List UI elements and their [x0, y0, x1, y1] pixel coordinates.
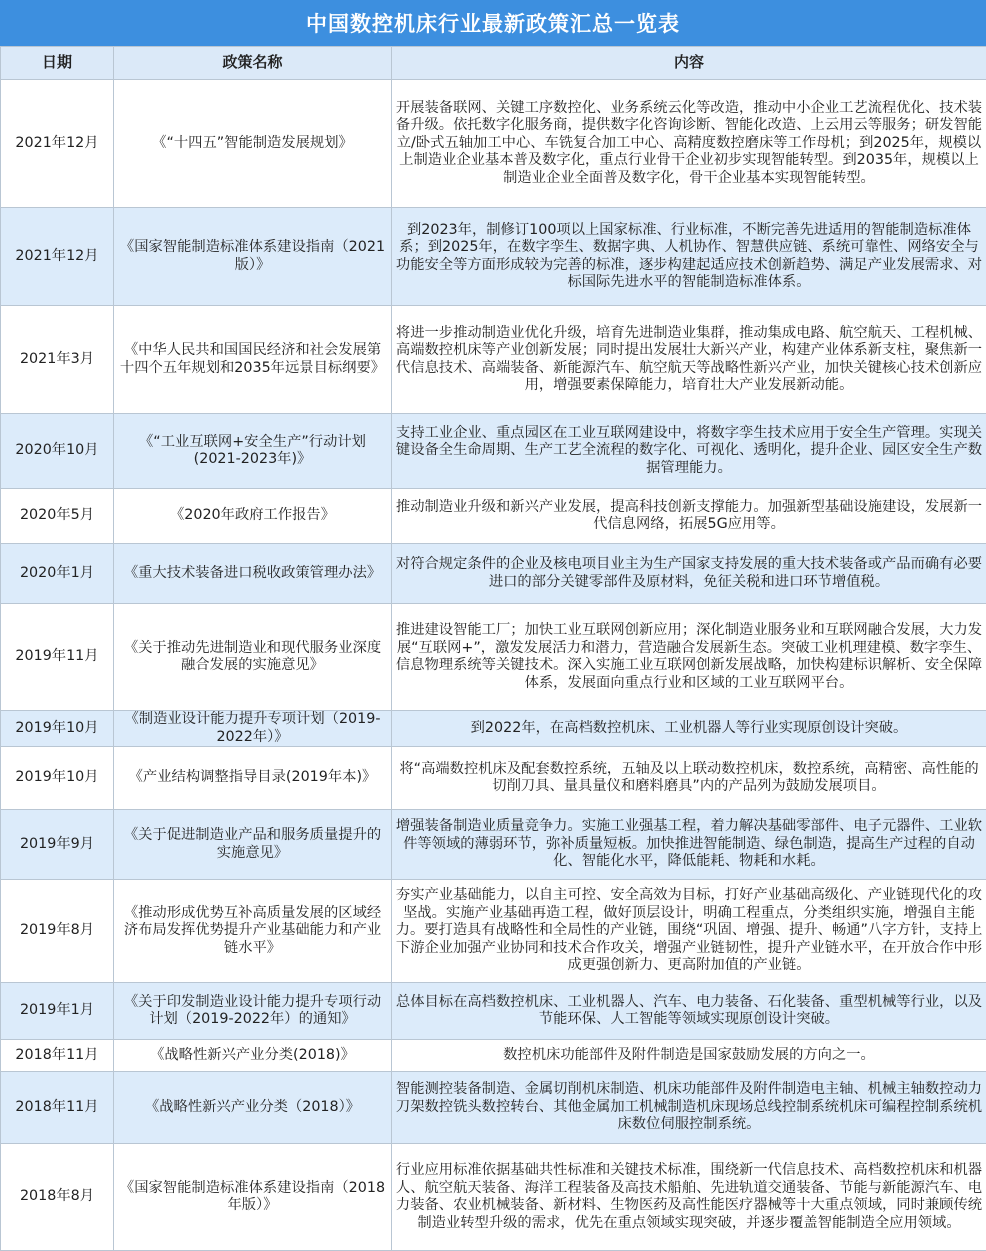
table-row: [1, 414, 986, 489]
table-row: [1, 1072, 986, 1144]
date-cell: 2018年11月: [1, 1040, 114, 1072]
date-cell: 2021年3月: [1, 306, 114, 414]
content-cell: 智能测控装备制造、金属切削机床制造、机床功能部件及附件制造电主轴、机械主轴数控动力刀架数控铣头数控转台、其他金属加工机械制造机床现场总线控制系统机床可编程控制系统机床数位伺服控制系统。: [392, 1072, 986, 1144]
table-row: [1, 489, 986, 544]
table-row: [1, 880, 986, 983]
policy-table: [0, 46, 986, 1251]
policy-name-cell: 《中华人民共和国国民经济和社会发展第十四个五年规划和2035年远景目标纲要》: [114, 306, 392, 414]
date-cell: 2020年5月: [1, 489, 114, 544]
policy-name-cell: 《国家智能制造标准体系建设指南（2021版）》: [114, 208, 392, 306]
content-cell: 对符合规定条件的企业及核电项目业主为生产国家支持发展的重大技术装备或产品而确有必要进口的部分关键零部件及原材料，免征关税和进口环节增值税。: [392, 544, 986, 604]
content-cell: 增强装备制造业质量竞争力。实施工业强基工程，着力解决基础零部件、电子元器件、工业软件等领域的薄弱环节，弥补质量短板。加快推进智能制造、绿色制造，提高生产过程的自动化、智能化水平，降低能耗、物耗和水耗。: [392, 810, 986, 880]
policy-name-cell: 《产业结构调整指导目录(2019年本)》: [114, 747, 392, 810]
table-title: 中国数控机床行业最新政策汇总一览表: [0, 0, 986, 46]
date-cell: 2018年11月: [1, 1072, 114, 1144]
date-cell: 2019年11月: [1, 604, 114, 711]
column-header-policy-name: 政策名称: [114, 47, 392, 80]
content-cell: 总体目标在高档数控机床、工业机器人、汽车、电力装备、石化装备、重型机械等行业，以及节能环保、人工智能等领域实现原创设计突破。: [392, 983, 986, 1040]
content-cell: 行业应用标准依据基础共性标准和关键技术标准，围绕新一代信息技术、高档数控机床和机器人、航空航天装备、海洋工程装备及高技术船舶、先进轨道交通装备、节能与新能源汽车、电力装备、农业机械装备、新材料、生物医药及高性能医疗器械等十大重点领域，同时兼顾传统制造业转型升级的需求，优先在重点领域实现突破，并逐步覆盖智能制造全应用领域。: [392, 1144, 986, 1251]
table-row: [1, 983, 986, 1040]
table-row: [1, 80, 986, 208]
policy-name-cell: 《关于印发制造业设计能力提升专项行动计划（2019-2022年）的通知》: [114, 983, 392, 1040]
table-row: [1, 1144, 986, 1251]
date-cell: 2019年10月: [1, 747, 114, 810]
content-cell: 推动制造业升级和新兴产业发展，提高科技创新支撑能力。加强新型基础设施建设，发展新一代信息网络，拓展5G应用等。: [392, 489, 986, 544]
date-cell: 2019年10月: [1, 711, 114, 747]
date-cell: 2020年1月: [1, 544, 114, 604]
date-cell: 2020年10月: [1, 414, 114, 489]
policy-name-cell: 《“工业互联网+安全生产”行动计划(2021-2023年)》: [114, 414, 392, 489]
policy-name-cell: 《关于推动先进制造业和现代服务业深度融合发展的实施意见》: [114, 604, 392, 711]
date-cell: 2021年12月: [1, 80, 114, 208]
policy-name-cell: 《重大技术装备进口税收政策管理办法》: [114, 544, 392, 604]
content-cell: 将进一步推动制造业优化升级，培育先进制造业集群，推动集成电路、航空航天、工程机械、高端数控机床等产业创新发展；同时提出发展壮大新兴产业，构建产业体系新支柱，聚焦新一代信息技术、高端装备、新能源汽车、航空航天等战略性新兴产业，加快关键核心技术创新应用，增强要素保障能力，培育壮大产业发展新动能。: [392, 306, 986, 414]
table-row: [1, 306, 986, 414]
table-row: [1, 747, 986, 810]
column-header-date: 日期: [1, 47, 114, 80]
date-cell: 2019年8月: [1, 880, 114, 983]
table-row: [1, 711, 986, 747]
content-cell: 数控机床功能部件及附件制造是国家鼓励发展的方向之一。: [392, 1040, 986, 1072]
table-row: [1, 544, 986, 604]
content-cell: 到2023年，制修订100项以上国家标准、行业标准，不断完善先进适用的智能制造标准体系；到2025年，在数字孪生、数据字典、人机协作、智慧供应链、系统可靠性、网络安全与功能安全等方面形成较为完善的标准，逐步构建起适应技术创新趋势、满足产业发展需求、对标国际先进水平的智能制造标准体系。: [392, 208, 986, 306]
policy-name-cell: 《推动形成优势互补高质量发展的区域经济布局发挥优势提升产业基础能力和产业链水平》: [114, 880, 392, 983]
policy-name-cell: 《关于促进制造业产品和服务质量提升的实施意见》: [114, 810, 392, 880]
date-cell: 2021年12月: [1, 208, 114, 306]
policy-name-cell: 《制造业设计能力提升专项计划（2019-2022年）》: [114, 711, 392, 747]
content-cell: 到2022年，在高档数控机床、工业机器人等行业实现原创设计突破。: [392, 711, 986, 747]
content-cell: 夯实产业基础能力，以自主可控、安全高效为目标，打好产业基础高级化、产业链现代化的攻坚战。实施产业基础再造工程，做好顶层设计，明确工程重点，分类组织实施，增强自主能力。要打造具有战略性和全局性的产业链，围绕“巩固、增强、提升、畅通”八字方针，支持上下游企业加强产业协同和技术合作攻关，增强产业链韧性，提升产业链水平，在开放合作中形成更强创新力、更高附加值的产业链。: [392, 880, 986, 983]
content-cell: 开展装备联网、关键工序数控化、业务系统云化等改造，推动中小企业工艺流程优化、技术装备升级。依托数字化服务商，提供数字化咨询诊断、智能化改造、上云用云等服务；研发智能立/卧式五轴加工中心、车铣复合加工中心、高精度数控磨床等工作母机；到2025年，规模以上制造业企业基本普及数字化，重点行业骨干企业初步实现智能转型。到2035年，规模以上制造业企业全面普及数字化，骨干企业基本实现智能转型。: [392, 80, 986, 208]
date-cell: 2018年8月: [1, 1144, 114, 1251]
content-cell: 将“高端数控机床及配套数控系统，五轴及以上联动数控机床，数控系统，高精密、高性能的切削刀具、量具量仪和磨料磨具”内的产品列为鼓励发展项目。: [392, 747, 986, 810]
table-row: [1, 604, 986, 711]
column-header-content: 内容: [392, 47, 986, 80]
header-row: [1, 47, 986, 80]
content-cell: 支持工业企业、重点园区在工业互联网建设中，将数字孪生技术应用于安全生产管理。实现关键设备全生命周期、生产工艺全流程的数字化、可视化、透明化，提升企业、园区安全生产数据管理能力。: [392, 414, 986, 489]
table-row: [1, 208, 986, 306]
content-cell: 推进建设智能工厂；加快工业互联网创新应用；深化制造业服务业和互联网融合发展，大力发展“互联网+”，激发发展活力和潜力，营造融合发展新生态。突破工业机理建模、数字孪生、信息物理系统等关键技术。深入实施工业互联网创新发展战略，加快构建标识解析、安全保障体系，发展面向重点行业和区域的工业互联网平台。: [392, 604, 986, 711]
date-cell: 2019年1月: [1, 983, 114, 1040]
policy-name-cell: 《战略性新兴产业分类（2018）》: [114, 1072, 392, 1144]
policy-name-cell: 《战略性新兴产业分类(2018)》: [114, 1040, 392, 1072]
policy-name-cell: 《2020年政府工作报告》: [114, 489, 392, 544]
policy-name-cell: 《“十四五”智能制造发展规划》: [114, 80, 392, 208]
table-row: [1, 810, 986, 880]
date-cell: 2019年9月: [1, 810, 114, 880]
policy-name-cell: 《国家智能制造标准体系建设指南（2018年版）》: [114, 1144, 392, 1251]
table-row: [1, 1040, 986, 1072]
